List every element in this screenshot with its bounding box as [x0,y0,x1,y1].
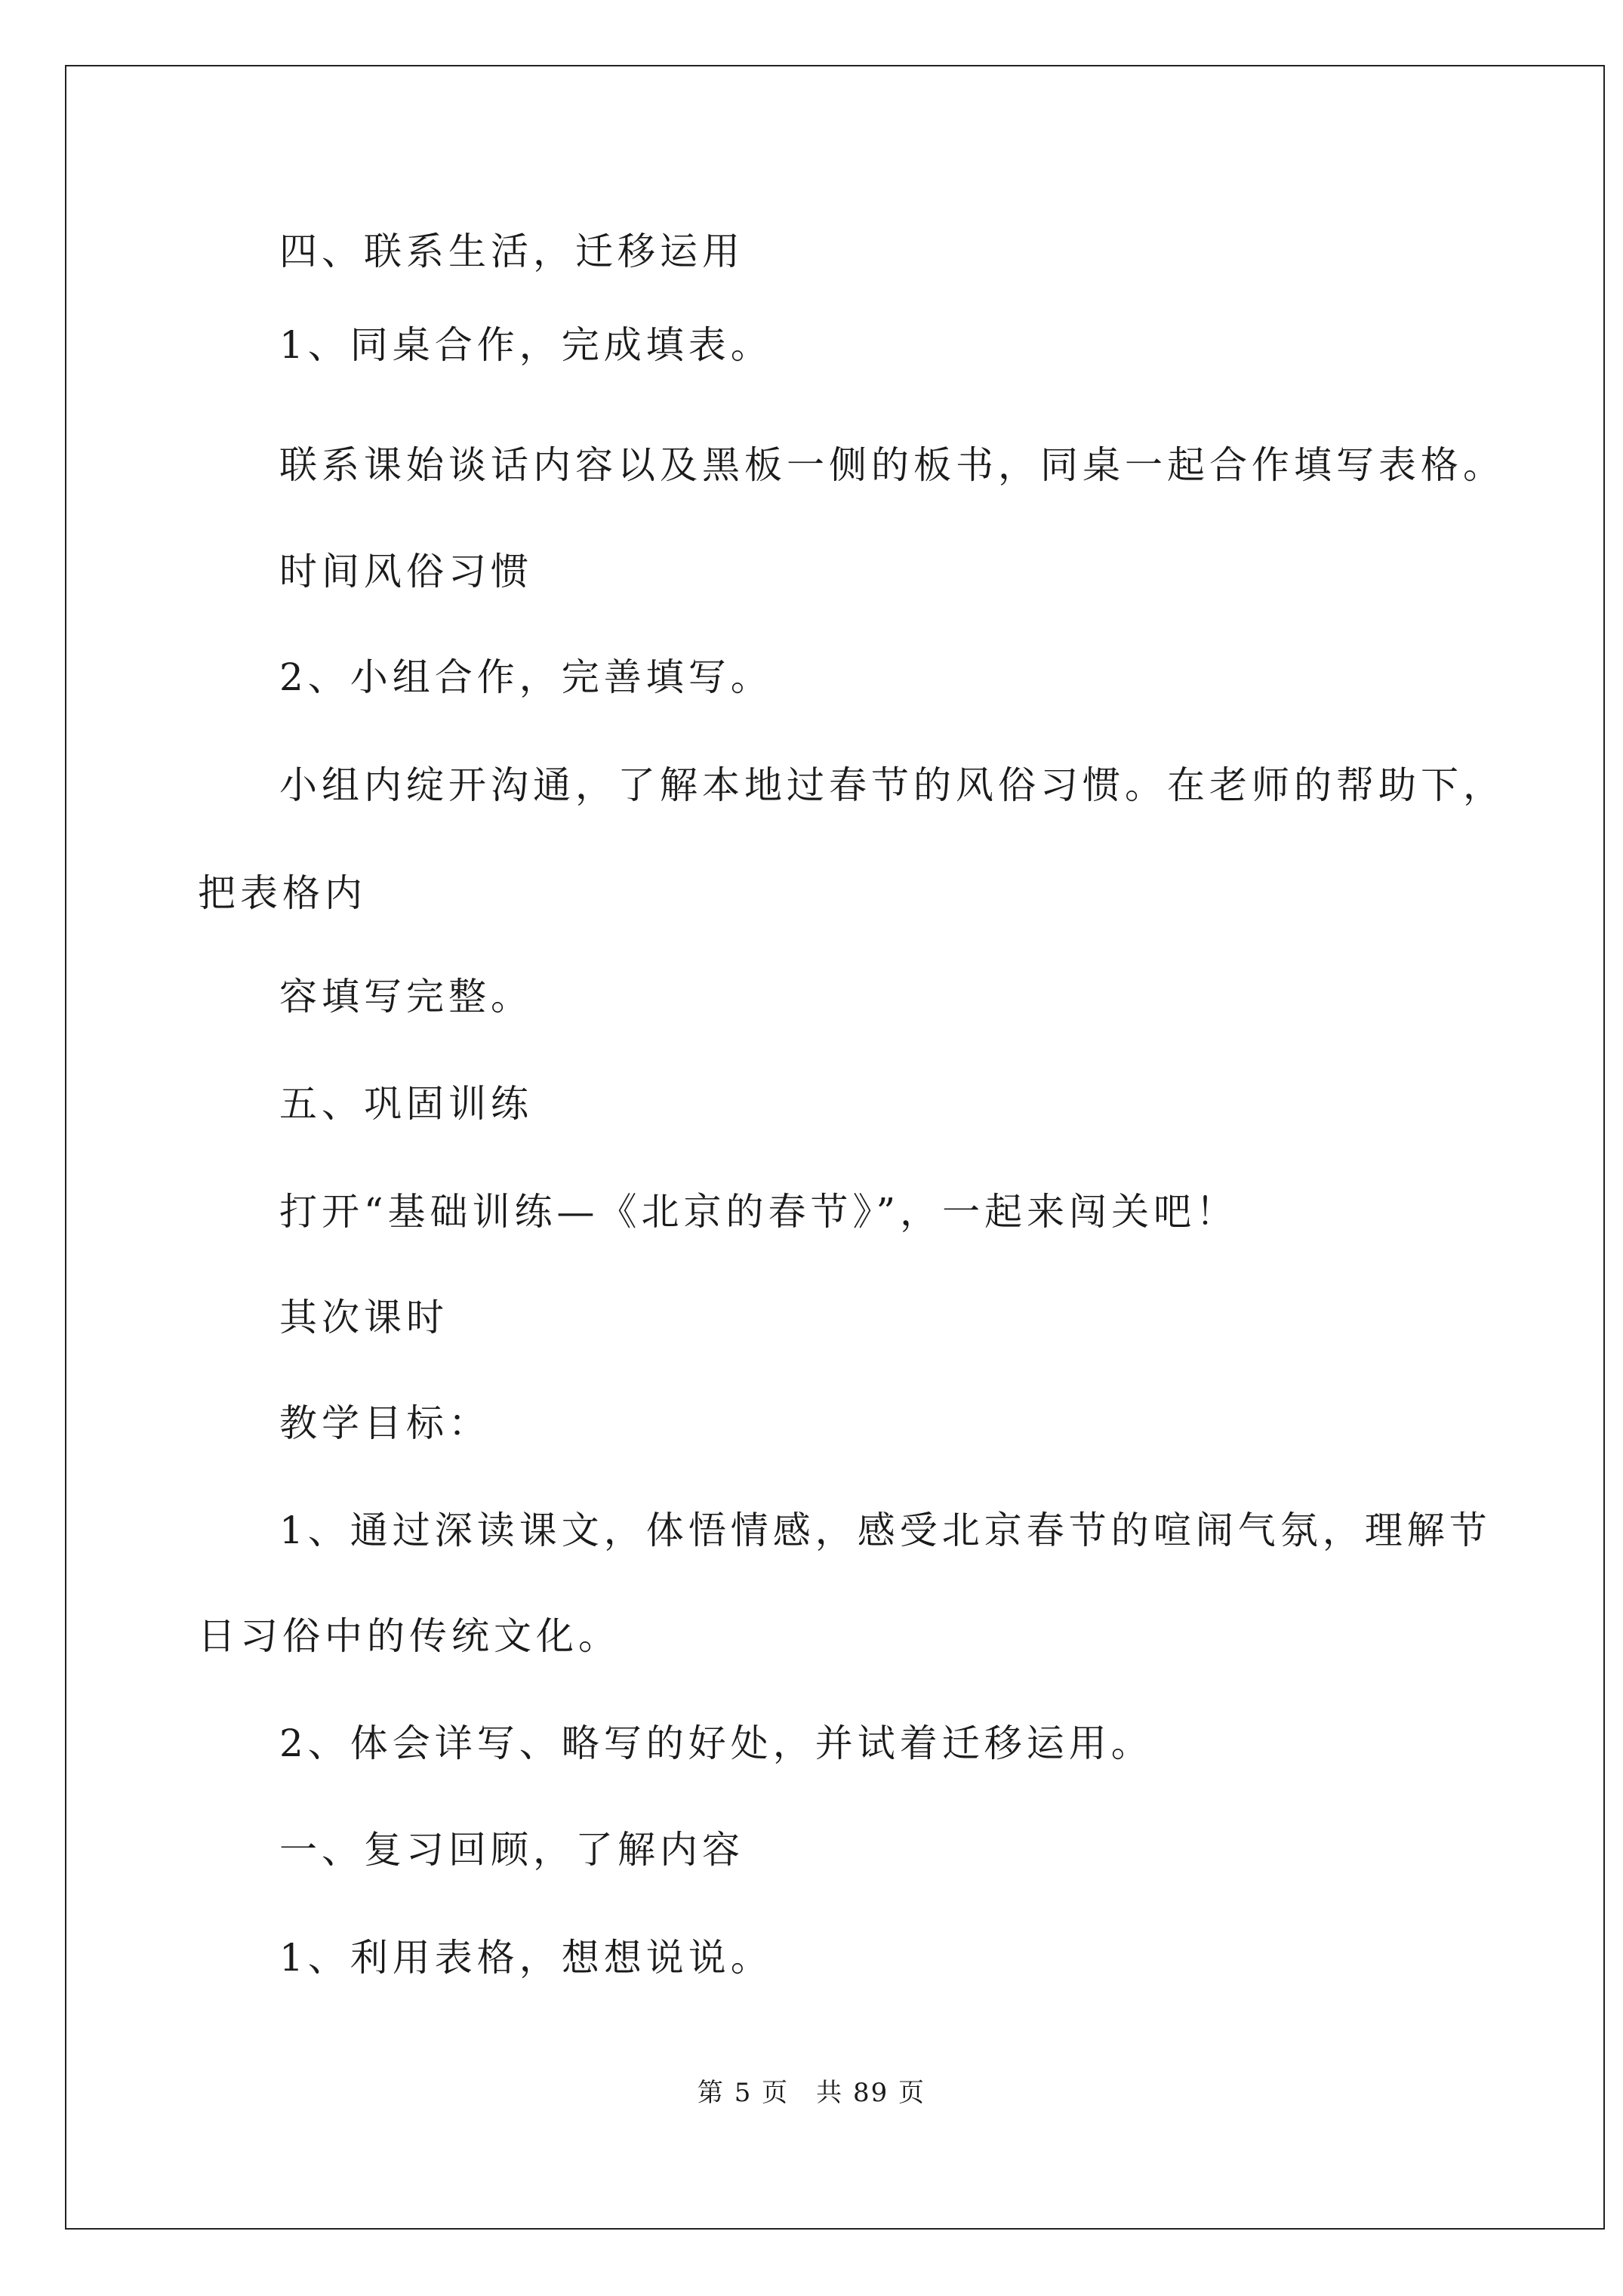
paragraph-line: 容填写完整。 [279,975,533,1019]
paragraph-line: 打开“基础训练—《北京的春节》”，一起来闯关吧！ [279,1190,1239,1234]
paragraph-line: 其次课时 [279,1296,448,1339]
page-total: 共 89 页 [816,2078,926,2108]
paragraph-line: 时间风俗习惯 [279,550,533,593]
page-footer [0,2078,1623,2108]
page-number: 第 5 页 [697,2078,790,2108]
paragraph-line: 1、同桌合作，完成填表。 [279,323,773,367]
paragraph-line: 日习俗中的传统文化。 [198,1614,621,1658]
paragraph-line: 1、通过深读课文，体悟情感，感受北京春节的喧闹气氛，理解节 [279,1509,1492,1552]
section-heading-1: 一、复习回顾，了解内容 [279,1828,744,1872]
paragraph-line: 联系课始谈话内容以及黑板一侧的板书，同桌一起合作填写表格。 [279,443,1505,487]
section-heading-4: 四、联系生活，迁移运用 [279,230,744,273]
paragraph-line: 小组内绽开沟通，了解本地过春节的风俗习惯。在老师的帮助下， [279,763,1505,807]
paragraph-line: 2、小组合作，完善填写。 [279,655,773,699]
paragraph-line: 1、利用表格，想想说说。 [279,1936,773,1980]
page-border [65,65,1605,2230]
section-heading-5: 五、巩固训练 [279,1082,533,1126]
paragraph-line: 把表格内 [198,871,367,915]
paragraph-line: 教学目标： [279,1401,491,1445]
paragraph-line: 2、体会详写、略写的好处，并试着迁移运用。 [279,1721,1153,1765]
